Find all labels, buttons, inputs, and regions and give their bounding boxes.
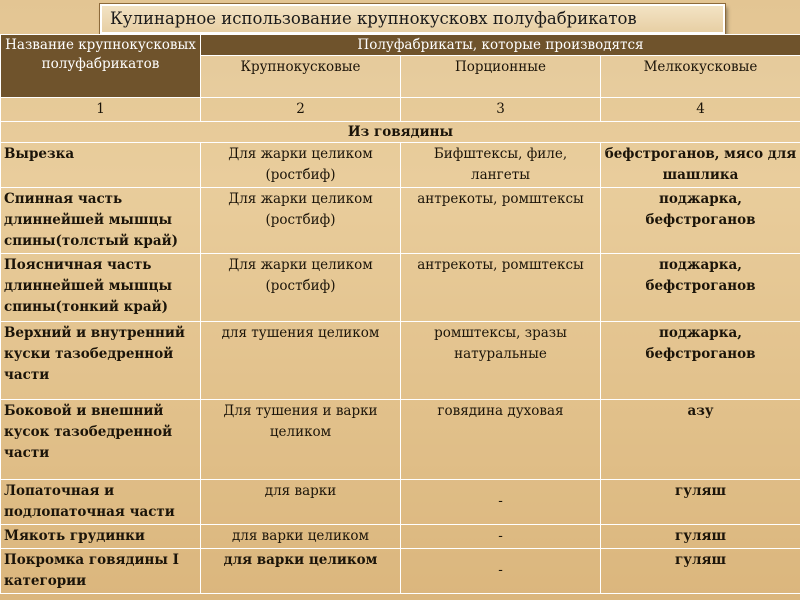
table-row <box>1 480 800 525</box>
table-row <box>1 143 800 188</box>
portion-use: - <box>401 525 601 549</box>
table-row <box>1 322 800 400</box>
column-number: 3 <box>401 98 601 122</box>
small-use: гуляш <box>601 549 800 594</box>
small-use: поджарка, бефстроганов <box>601 254 800 322</box>
small-use: поджарка, бефстроганов <box>601 188 800 254</box>
header-small: Мелкокусковые <box>601 56 800 98</box>
table-row <box>1 525 800 549</box>
portion-use: Бифштексы, филе, лангеты <box>401 143 601 188</box>
small-use: азу <box>601 400 800 480</box>
cut-name: Спинная часть длиннейшей мышцы спины(толстый край) <box>1 188 201 254</box>
cut-name: Вырезка <box>1 143 201 188</box>
header-large: Крупнокусковые <box>201 56 401 98</box>
portion-use: антрекоты, ромштексы <box>401 188 601 254</box>
dash-value: - <box>498 493 503 509</box>
header-name-column: Название крупнокусковых полуфабрикатов <box>1 35 201 98</box>
section-beef: Из говядины <box>1 122 800 143</box>
large-use: Для тушения и варки целиком <box>201 400 401 480</box>
large-use: Для жарки целиком (ростбиф) <box>201 254 401 322</box>
column-number: 2 <box>201 98 401 122</box>
dash-value: - <box>498 562 503 578</box>
cut-name: Боковой и внешний кусок тазобедренной части <box>1 400 201 480</box>
header-portion: Порционные <box>401 56 601 98</box>
portion-use: антрекоты, ромштексы <box>401 254 601 322</box>
small-use: гуляш <box>601 480 800 525</box>
small-use: поджарка, бефстроганов <box>601 322 800 400</box>
cut-name: Мякоть грудинки <box>1 525 201 549</box>
column-number: 4 <box>601 98 800 122</box>
portion-use <box>401 480 601 525</box>
table-row <box>1 400 800 480</box>
large-use: Для жарки целиком (ростбиф) <box>201 143 401 188</box>
large-use: для варки <box>201 480 401 525</box>
table-row <box>1 188 800 254</box>
column-number: 1 <box>1 98 201 122</box>
cut-name: Лопаточная и подлопаточная части <box>1 480 201 525</box>
portion-use: ромштексы, зразы натуральные <box>401 322 601 400</box>
meat-usage-table <box>0 34 800 594</box>
small-use: бефстроганов, мясо для шашлика <box>601 143 800 188</box>
cut-name: Покромка говядины I категории <box>1 549 201 594</box>
large-use: для тушения целиком <box>201 322 401 400</box>
large-use: для варки целиком <box>201 525 401 549</box>
table-row <box>1 254 800 322</box>
small-use: гуляш <box>601 525 800 549</box>
large-use: для варки целиком <box>201 549 401 594</box>
large-use: Для жарки целиком (ростбиф) <box>201 188 401 254</box>
table-row <box>1 549 800 594</box>
header-group: Полуфабрикаты, которые производятся <box>201 35 800 56</box>
cut-name: Верхний и внутренний куски тазобедренной части <box>1 322 201 400</box>
cut-name: Поясничная часть длиннейшей мышцы спины(тонкий край) <box>1 254 201 322</box>
portion-use <box>401 549 601 594</box>
portion-use: говядина духовая <box>401 400 601 480</box>
slide-title: Кулинарное использование крупнокусковх полуфабрикатов <box>100 4 725 34</box>
